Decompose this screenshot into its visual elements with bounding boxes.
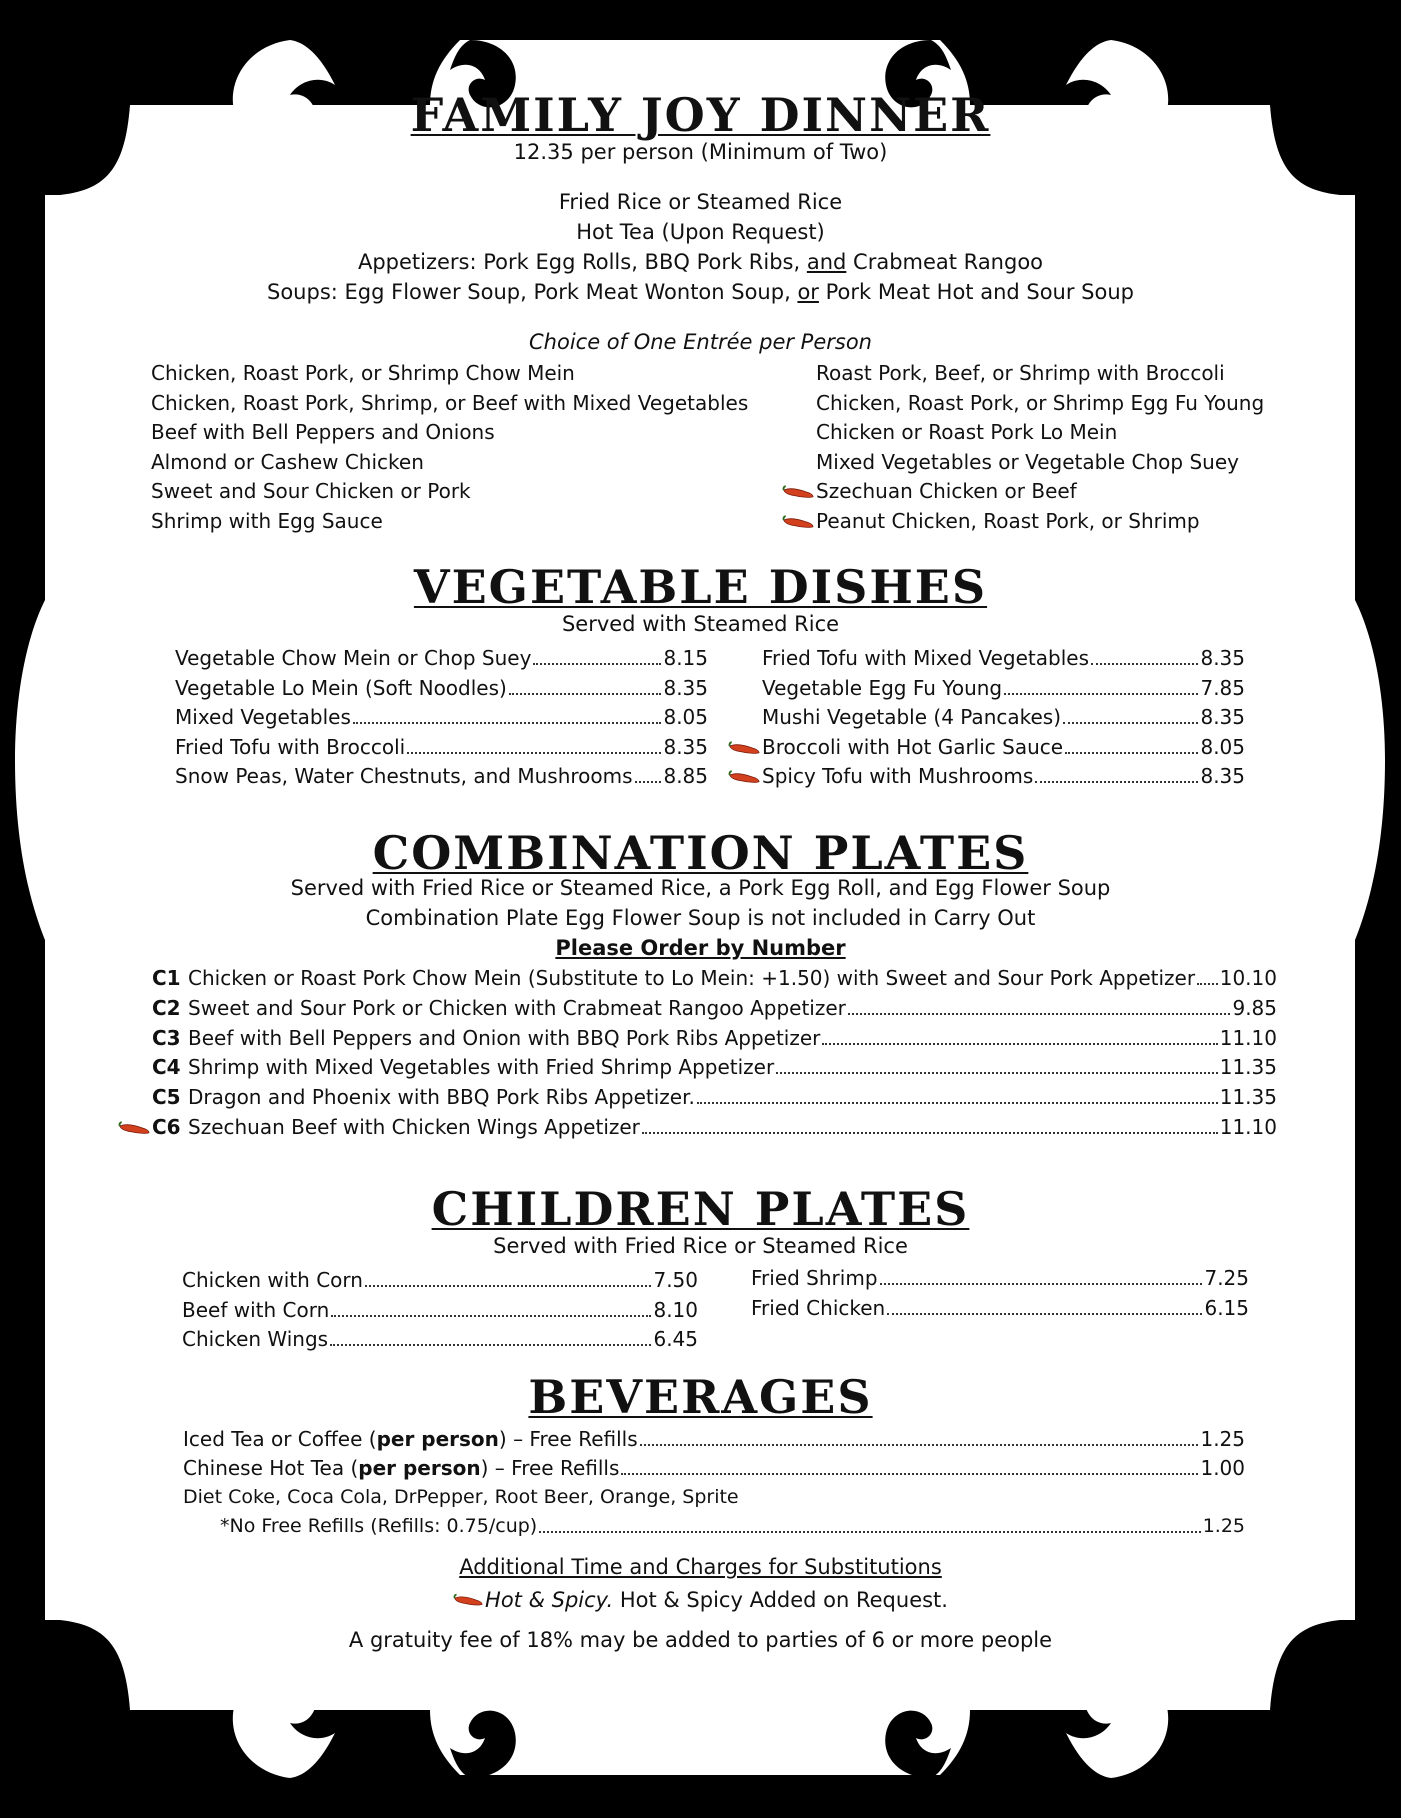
item-name: Szechuan Beef with Chicken Wings Appetizer bbox=[188, 1115, 640, 1139]
children-plate-row bbox=[751, 1266, 1249, 1290]
entree-item: Sweet and Sour Chicken or Pork bbox=[151, 479, 471, 503]
chili-pepper-icon bbox=[453, 1589, 483, 1613]
beverage-hot-tea-row: Chinese Hot Tea (per person) – Free Refills 1.00 bbox=[183, 1456, 1245, 1480]
item-name: Beef with Corn bbox=[182, 1297, 330, 1322]
item-name: Vegetable Egg Fu Young bbox=[762, 675, 1003, 700]
item-price: 8.35 bbox=[1200, 646, 1245, 670]
item-price: 8.05 bbox=[1200, 734, 1245, 759]
dot-leader bbox=[1035, 781, 1198, 783]
combination-plate-row bbox=[152, 1115, 1277, 1139]
item-name: Broccoli with Hot Garlic Sauce bbox=[762, 734, 1064, 759]
children-plate-row bbox=[751, 1296, 1249, 1320]
family-line-tea: Hot Tea (Upon Request) bbox=[576, 220, 825, 244]
item-price: 11.10 bbox=[1219, 1025, 1277, 1050]
dot-leader bbox=[1091, 663, 1198, 665]
item-name: Sweet and Sour Pork or Chicken with Crabmeat Rangoo Appetizer bbox=[188, 995, 846, 1020]
dot-leader bbox=[822, 1043, 1217, 1045]
spicy-note: Hot & Spicy. Hot & Spicy Added on Request. bbox=[0, 1588, 1401, 1613]
item-name: Chicken Wings bbox=[182, 1327, 329, 1351]
plate-code: C1 bbox=[152, 966, 181, 990]
entree-item: Chicken, Roast Pork, or Shrimp Egg Fu Young bbox=[816, 390, 1265, 415]
chili-pepper-icon bbox=[728, 740, 760, 760]
item-name: Beef with Bell Peppers and Onion with BBQ Pork Ribs Appetizer bbox=[188, 1025, 821, 1050]
item-price: 8.35 bbox=[663, 675, 708, 700]
chili-pepper-icon bbox=[782, 484, 814, 504]
item-price: 8.35 bbox=[1200, 764, 1245, 788]
beverage-iced-tea-row: Iced Tea or Coffee (per person) – Free Refills 1.25 bbox=[183, 1427, 1245, 1451]
family-soups: Soups: Egg Flower Soup, Pork Meat Wonton Soup, or Pork Meat Hot and Sour Soup bbox=[267, 280, 1134, 304]
item-price: 8.35 bbox=[663, 734, 708, 759]
combination-plate-row bbox=[152, 1055, 1277, 1079]
beverage-iced-tea-price: 1.25 bbox=[1200, 1427, 1245, 1451]
dot-leader bbox=[1063, 722, 1198, 724]
plate-code: C2 bbox=[152, 995, 181, 1020]
dot-leader bbox=[365, 1285, 652, 1287]
vegetable-dish-row bbox=[175, 705, 708, 729]
item-name: Mixed Vegetables bbox=[175, 705, 351, 729]
item-name: Fried Tofu with Broccoli bbox=[175, 734, 406, 759]
dot-leader bbox=[848, 1013, 1231, 1015]
substitutions-note: Additional Time and Charges for Substitutions bbox=[459, 1555, 942, 1579]
vegetable-dish-row bbox=[762, 705, 1245, 729]
item-price: 10.10 bbox=[1219, 966, 1277, 990]
family-joy-dinner-heading: FAMILY JOY DINNER bbox=[410, 88, 991, 142]
item-name: Fried Tofu with Mixed Vegetables bbox=[762, 646, 1090, 670]
beverage-hot-tea-price: 1.00 bbox=[1200, 1456, 1245, 1480]
combination-plates-heading: COMBINATION PLATES bbox=[372, 826, 1029, 880]
entree-item: Peanut Chicken, Roast Pork, or Shrimp bbox=[816, 508, 1200, 533]
dot-leader bbox=[1197, 983, 1218, 985]
item-name: Chicken or Roast Pork Chow Mein (Substitute to Lo Mein: +1.50) with Sweet and Sour Pork Appetizer bbox=[188, 966, 1196, 990]
beverages-heading: BEVERAGES bbox=[528, 1370, 873, 1424]
item-price: 8.10 bbox=[653, 1297, 698, 1322]
plate-code: C4 bbox=[152, 1055, 181, 1080]
entree-item: Chicken or Roast Pork Lo Mein bbox=[816, 420, 1118, 444]
family-line-rice: Fried Rice or Steamed Rice bbox=[558, 190, 843, 214]
vegetable-subtitle: Served with Steamed Rice bbox=[561, 612, 840, 636]
dot-leader bbox=[353, 722, 662, 724]
item-price: 7.50 bbox=[653, 1268, 698, 1292]
item-name: Dragon and Phoenix with BBQ Pork Ribs Appetizer. bbox=[188, 1085, 695, 1110]
item-name: Fried Shrimp bbox=[751, 1266, 878, 1290]
chili-pepper-icon bbox=[118, 1120, 150, 1140]
vegetable-dish-row bbox=[175, 676, 708, 700]
vegetable-dishes-heading: VEGETABLE DISHES bbox=[413, 560, 988, 614]
combination-subtitle-2: Combination Plate Egg Flower Soup is not included in Carry Out bbox=[365, 906, 1036, 930]
chili-pepper-icon bbox=[728, 769, 760, 789]
item-price: 8.15 bbox=[663, 646, 708, 670]
order-by-number-note: Please Order by Number bbox=[555, 936, 846, 960]
dot-leader bbox=[407, 752, 661, 754]
dot-leader bbox=[880, 1283, 1203, 1285]
dot-leader bbox=[635, 781, 662, 783]
item-price: 6.15 bbox=[1204, 1295, 1249, 1320]
dot-leader bbox=[1065, 752, 1198, 754]
entree-item: Roast Pork, Beef, or Shrimp with Broccoli bbox=[816, 361, 1225, 385]
item-price: 9.85 bbox=[1232, 995, 1277, 1020]
dot-leader bbox=[533, 663, 661, 665]
item-price: 11.35 bbox=[1219, 1085, 1277, 1110]
item-price: 6.45 bbox=[653, 1327, 698, 1351]
children-plate-row bbox=[182, 1327, 698, 1351]
entree-item: Chicken, Roast Pork, or Shrimp Chow Mein bbox=[151, 361, 575, 385]
vegetable-dish-row bbox=[175, 764, 708, 788]
plate-code: C6 bbox=[152, 1115, 181, 1139]
item-price: 7.25 bbox=[1204, 1266, 1249, 1290]
vegetable-dish-row bbox=[762, 735, 1245, 759]
item-name: Mushi Vegetable (4 Pancakes) bbox=[762, 705, 1062, 729]
entree-item: Chicken, Roast Pork, Shrimp, or Beef with Mixed Vegetables bbox=[151, 390, 749, 415]
dot-leader bbox=[331, 1315, 651, 1317]
family-appetizers: Appetizers: Pork Egg Rolls, BBQ Pork Ribs, and Crabmeat Rangoo bbox=[357, 250, 1044, 274]
dot-leader bbox=[776, 1072, 1218, 1074]
family-price-line: 12.35 per person (Minimum of Two) bbox=[513, 140, 888, 164]
entree-item: Mixed Vegetables or Vegetable Chop Suey bbox=[816, 449, 1239, 474]
item-name: Vegetable Chow Mein or Chop Suey bbox=[175, 646, 532, 670]
choice-heading: Choice of One Entrée per Person bbox=[529, 330, 872, 354]
gratuity-note: A gratuity fee of 18% may be added to parties of 6 or more people bbox=[348, 1628, 1053, 1652]
chili-pepper-icon bbox=[782, 514, 814, 534]
item-name: Fried Chicken bbox=[751, 1295, 886, 1320]
item-name: Shrimp with Mixed Vegetables with Fried Shrimp Appetizer bbox=[188, 1055, 775, 1080]
beverage-no-refill-price: 1.25 bbox=[1202, 1515, 1245, 1537]
item-name: Snow Peas, Water Chestnuts, and Mushrooms bbox=[175, 764, 633, 788]
combination-plate-row bbox=[152, 996, 1277, 1020]
item-price: 8.05 bbox=[663, 705, 708, 729]
combination-plate-row bbox=[152, 1026, 1277, 1050]
children-subtitle: Served with Fried Rice or Steamed Rice bbox=[493, 1234, 908, 1258]
item-name: Spicy Tofu with Mushrooms bbox=[762, 764, 1034, 788]
entree-item: Szechuan Chicken or Beef bbox=[816, 479, 1077, 503]
item-name: Vegetable Lo Mein (Soft Noodles) bbox=[175, 675, 507, 700]
entree-item: Almond or Cashew Chicken bbox=[151, 449, 424, 474]
dot-leader bbox=[509, 693, 662, 695]
children-plates-heading: CHILDREN PLATES bbox=[431, 1182, 970, 1236]
combination-plate-row bbox=[152, 1085, 1277, 1109]
item-price: 11.35 bbox=[1219, 1055, 1277, 1080]
beverage-sodas: Diet Coke, Coca Cola, DrPepper, Root Beer, Orange, Sprite bbox=[183, 1486, 739, 1508]
item-name: Chicken with Corn bbox=[182, 1268, 363, 1292]
entree-item: Shrimp with Egg Sauce bbox=[151, 508, 383, 533]
children-plate-row bbox=[182, 1298, 698, 1322]
dot-leader bbox=[697, 1102, 1218, 1104]
combination-subtitle-1: Served with Fried Rice or Steamed Rice, a Pork Egg Roll, and Egg Flower Soup bbox=[290, 876, 1111, 900]
vegetable-dish-row bbox=[762, 676, 1245, 700]
dot-leader bbox=[1004, 693, 1198, 695]
item-price: 11.10 bbox=[1219, 1115, 1277, 1139]
entree-item: Beef with Bell Peppers and Onions bbox=[151, 420, 495, 444]
dot-leader bbox=[642, 1132, 1218, 1134]
vegetable-dish-row bbox=[175, 735, 708, 759]
combination-plate-row bbox=[152, 966, 1277, 990]
vegetable-dish-row bbox=[175, 646, 708, 670]
beverage-no-refill-row: *No Free Refills (Refills: 0.75/cup) 1.25 bbox=[220, 1515, 1245, 1537]
plate-code: C5 bbox=[152, 1085, 181, 1110]
item-price: 8.85 bbox=[663, 764, 708, 788]
vegetable-dish-row bbox=[762, 646, 1245, 670]
plate-code: C3 bbox=[152, 1025, 181, 1050]
dot-leader bbox=[330, 1344, 651, 1346]
dot-leader bbox=[887, 1313, 1202, 1315]
item-price: 7.85 bbox=[1200, 675, 1245, 700]
children-plate-row bbox=[182, 1268, 698, 1292]
vegetable-dish-row bbox=[762, 764, 1245, 788]
item-price: 8.35 bbox=[1200, 705, 1245, 729]
